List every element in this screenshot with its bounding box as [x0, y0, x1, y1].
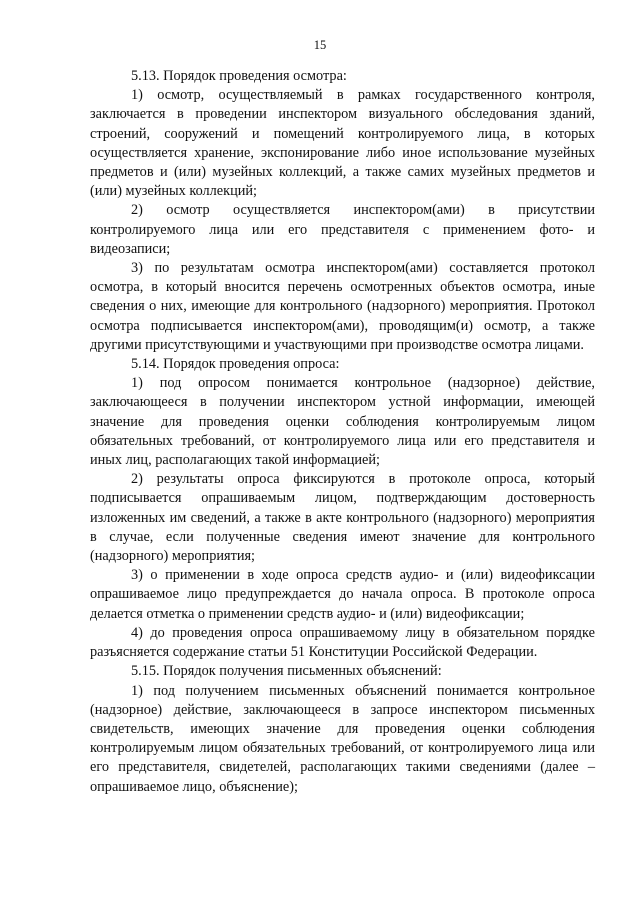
paragraph: 4) до проведения опроса опрашиваемому лицу в обязательном порядке разъясняется содержание статьи 51 Конституции Российской Федерации. [90, 624, 595, 661]
section-heading-5-13: 5.13. Порядок проведения осмотра: [131, 68, 347, 84]
paragraph: 1) осмотр, осуществляемый в рамках государственного контроля, заключается в проведении инспектором визуального обследования зданий, строений, сооружений и помещений контролируемого лица, в которых осуществляется хранение, экспонирование либо иное использование музейных предметов и (или) музейных коллекций, а также самих музейных предметов и (или) музейных коллекций; [90, 87, 595, 200]
paragraph: 2) результаты опроса фиксируются в протоколе опроса, который подписывается опрашиваемым лицом, подтверждающим достоверность изложенных им сведений, а также в акте контрольного (надзорного) мероприятия в случае, если полученные сведения имеют значение для контрольного (надзорного) мероприятия; [90, 471, 595, 565]
document-body [90, 67, 595, 797]
section-heading-5-15: 5.15. Порядок получения письменных объяснений: [131, 663, 442, 680]
paragraph: 3) по результатам осмотра инспектором(ами) составляется протокол осмотра, в который вносится перечень осмотренных объектов осмотра, иные сведения о них, имеющие для контрольного (надзорного) мероприятия. Протокол осмотра подписывается инспектором(ами), проводящим(и) осмотр, а также другими присутствующими и участвующими при производстве осмотра лицами. [90, 260, 595, 353]
paragraph: 1) под получением письменных объяснений понимается контрольное (надзорное) действие, заключающееся в запросе инспектором письменных свидетельств, имеющих значение для проведения оценки соблюдения контролируемым лицом обязательных требований, от контролируемого лица или его представителя, свидетелей, располагающих такими сведениями (далее – опрашиваемое лицо, объяснение); [90, 682, 595, 795]
paragraph: 1) под опросом понимается контрольное (надзорное) действие, заключающееся в получении инспектором устной информации, имеющей значение для проведения оценки соблюдения контролируемым лицом обязательных требований, от контролируемого лица или его представителя и иных лиц, располагающих такой информацией; [90, 375, 595, 469]
paragraph: 2) осмотр осуществляется инспектором(ами) в присутствии контролируемого лица или его представителя с применением фото- и видеозаписи; [90, 202, 595, 257]
section-heading-5-14: 5.14. Порядок проведения опроса: [131, 356, 340, 373]
page-number: 15 [313, 38, 327, 52]
paragraph: 3) о применении в ходе опроса средств аудио- и (или) видеофиксации опрашиваемое лицо предупреждается до начала опроса. В протоколе опроса делается отметка о применении средств аудио- и (или) видеофиксации; [90, 567, 595, 622]
